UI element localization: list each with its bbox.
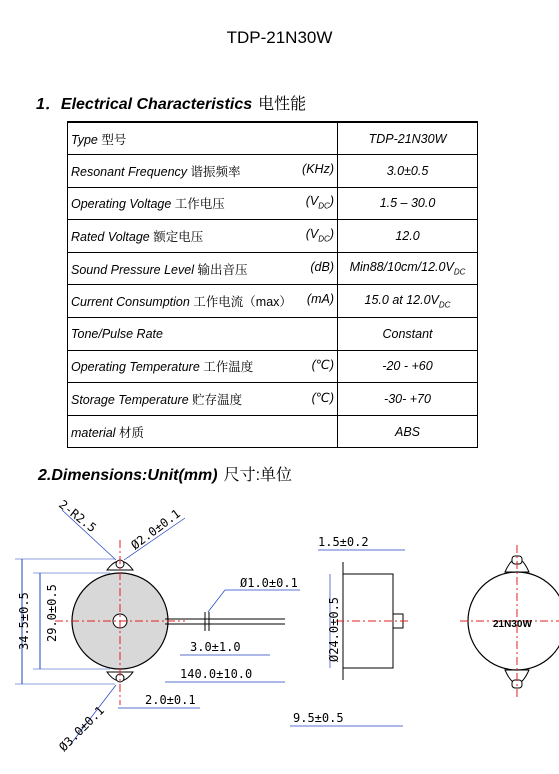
spec-value-cell: [338, 415, 478, 448]
spec-parameter-cell: [68, 383, 338, 416]
label-view: [460, 545, 559, 700]
spec-unit: [312, 390, 334, 405]
section-heading-text: 1．Electrical Characteristics: [36, 96, 253, 113]
spec-value: 12.0: [395, 229, 420, 244]
spec-row: [68, 285, 478, 318]
section-heading-zh: 尺寸:单位: [223, 467, 293, 484]
dim-hole-diameter-2-0: Ø2.0±0.1: [128, 506, 183, 553]
spec-parameter-cell: [68, 220, 338, 253]
spec-row: [68, 318, 478, 351]
section-heading-dimensions: [38, 462, 292, 485]
spec-unit-text: (mA): [306, 292, 334, 307]
spec-label-zh: 工作电流（max）: [193, 295, 292, 310]
spec-unit-sub: DC: [318, 201, 330, 211]
dim-height-29-0: 29.0±0.5: [45, 584, 59, 642]
spec-label: Operating Temperature: [71, 360, 200, 375]
spec-unit: [302, 162, 334, 176]
spec-label: Resonant Frequency: [71, 164, 188, 179]
spec-value-cell: [338, 285, 478, 318]
spec-label: Rated Voltage: [71, 230, 150, 245]
spec-label: Operating Voltage: [71, 197, 172, 212]
spec-value-cell: [338, 122, 478, 155]
spec-value-cell: [338, 187, 478, 220]
spec-label-zh: 输出音压: [197, 262, 248, 277]
spec-label-zh: 工作温度: [203, 360, 254, 375]
spec-parameter-cell: [68, 285, 338, 318]
spec-table: [67, 121, 478, 448]
spec-unit-text: (℃): [311, 358, 334, 373]
spec-value-cell: [338, 220, 478, 253]
spec-value: ABS: [394, 424, 420, 439]
dim-height-9-5: 9.5±0.5: [293, 711, 344, 725]
spec-unit: [307, 292, 334, 306]
spec-unit-text: (V: [305, 194, 319, 209]
spec-parameter-cell: [68, 252, 338, 285]
spec-parameter-cell: [68, 155, 338, 188]
spec-parameter-cell: [68, 187, 338, 220]
spec-unit-text: (V: [305, 227, 319, 242]
spec-label-zh: 工作电压: [174, 197, 225, 212]
spec-label-zh: 材质: [118, 425, 144, 440]
spec-parameter-cell: [68, 122, 338, 155]
spec-value: Constant: [382, 326, 433, 341]
dim-wire-length: 140.0±10.0: [180, 667, 253, 681]
spec-value-cell: [338, 318, 478, 351]
spec-parameter-cell: [68, 415, 338, 448]
spec-label: material: [71, 425, 116, 440]
spec-label: Storage Temperature: [71, 393, 189, 408]
spec-value: -20 - +60: [382, 359, 433, 374]
dimension-drawing: [0, 490, 559, 770]
spec-value: Min88/10cm/12.0V: [349, 260, 454, 275]
spec-unit-end: ): [329, 227, 334, 242]
spec-unit-text: (℃): [311, 391, 334, 406]
section-heading-zh: 电性能: [258, 96, 307, 113]
dim-diameter-24-0: Ø24.0±0.5: [327, 596, 341, 662]
spec-unit-text: (KHz): [302, 161, 334, 176]
spec-unit-text: (dB): [310, 259, 334, 274]
section-heading-text: 2.Dimensions:Unit(mm): [38, 467, 218, 484]
spec-label-zh: 型号: [101, 132, 127, 147]
spec-row: [68, 350, 478, 383]
document-title: TDP-21N30W: [226, 28, 333, 47]
dim-wire-diameter: Ø1.0±0.1: [240, 576, 298, 590]
spec-unit: [306, 194, 334, 211]
spec-parameter-cell: [68, 318, 338, 351]
spec-value-cell: [338, 155, 478, 188]
spec-label-zh: 贮存温度: [192, 393, 243, 408]
spec-row: [68, 415, 478, 448]
top-view: [15, 497, 300, 754]
dim-width-1-5: 1.5±0.2: [318, 535, 369, 549]
spec-label: Tone/Pulse Rate: [71, 326, 163, 341]
spec-row: [68, 252, 478, 285]
spec-row: [68, 187, 478, 220]
spec-row: [68, 383, 478, 416]
spec-value: 3.0±0.5: [386, 163, 429, 178]
spec-unit-sub: DC: [318, 234, 330, 244]
spec-value: TDP-21N30W: [368, 131, 447, 146]
spec-unit: [310, 260, 334, 274]
spec-value-cell: [338, 252, 478, 285]
spec-value: -30- +70: [384, 392, 431, 407]
spec-row: [68, 122, 478, 155]
dim-strip-length: 3.0±1.0: [190, 640, 241, 654]
spec-label: Type: [71, 132, 98, 147]
spec-unit: [306, 227, 334, 244]
spec-unit-end: ): [329, 194, 334, 209]
dim-hole-diameter-3-0: Ø3.0±0.1: [56, 703, 107, 755]
spec-label-zh: 额定电压: [153, 230, 204, 245]
spec-value: 1.5 – 30.0: [379, 196, 436, 211]
dim-width-2-0: 2.0±0.1: [145, 693, 196, 707]
model-label: 21N30W: [493, 619, 532, 630]
spec-row: [68, 155, 478, 188]
spec-value-cell: [338, 350, 478, 383]
dim-height-34-5: 34.5±0.5: [17, 592, 31, 650]
section-heading-electrical: [36, 91, 306, 114]
spec-unit: [312, 357, 334, 372]
spec-row: [68, 220, 478, 253]
spec-label-zh: 谐振频率: [190, 164, 241, 179]
spec-label: Current Consumption: [71, 295, 190, 310]
spec-value-sub: DC: [438, 300, 451, 310]
spec-label: Sound Pressure Level: [71, 262, 194, 277]
spec-value: 15.0 at 12.0V: [364, 293, 439, 308]
dim-radius: 2-R2.5: [56, 497, 99, 536]
spec-value-cell: [338, 383, 478, 416]
spec-parameter-cell: [68, 350, 338, 383]
spec-value-sub: DC: [453, 267, 466, 277]
side-view: [290, 535, 410, 726]
